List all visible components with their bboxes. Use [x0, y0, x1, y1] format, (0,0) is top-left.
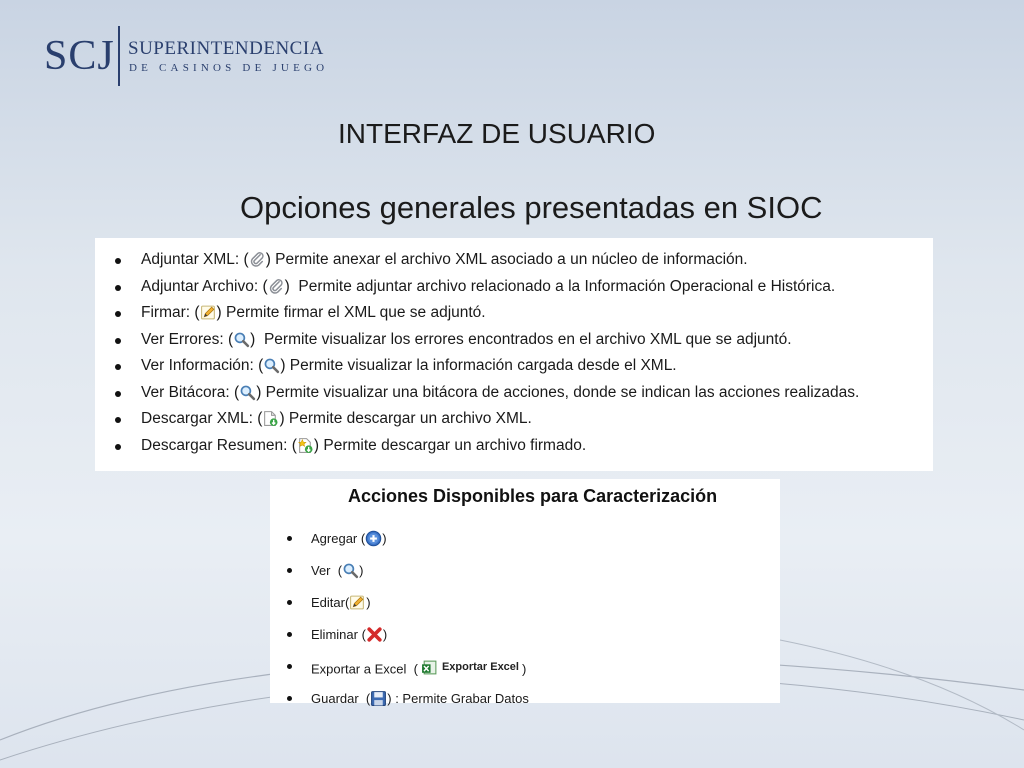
logo-mark: SCJ: [44, 33, 115, 79]
action-suffix: ): [366, 595, 371, 610]
option-item: [95, 274, 933, 301]
bullet: [115, 311, 121, 317]
option-item: [95, 327, 933, 354]
option-item: [95, 433, 933, 460]
option-item: [95, 247, 933, 274]
export-excel-button[interactable]: [418, 653, 522, 681]
action-item: [270, 685, 780, 717]
option-label: Adjuntar Archivo: (: [141, 277, 268, 295]
actions-panel-title: Acciones Disponibles para Caracterización: [348, 486, 718, 506]
action-suffix: ): [382, 627, 388, 642]
option-item: [95, 406, 933, 433]
logo-line-1: SUPERINTENDENCIA: [128, 38, 324, 59]
pencil-icon[interactable]: [200, 304, 217, 321]
action-label: Exportar a Excel (: [311, 661, 418, 677]
option-description: ) Permite visualizar los errores encontrados en el archivo XML que se adjuntó.: [250, 330, 792, 348]
excel-icon: [421, 659, 438, 676]
action-label: Guardar (: [311, 691, 371, 706]
bullet: [115, 364, 121, 370]
action-item: [270, 621, 780, 653]
general-options-panel: [95, 238, 933, 471]
action-suffix: ): [382, 531, 387, 546]
bullet: [115, 391, 121, 397]
option-item: [95, 300, 933, 327]
magnifier-icon[interactable]: [233, 331, 250, 348]
option-description: ) Permite firmar el XML que se adjuntó.: [216, 304, 486, 321]
pencil-icon[interactable]: [349, 593, 366, 610]
magnifier-icon[interactable]: [342, 561, 359, 578]
bullet: [287, 696, 292, 701]
magnifier-icon[interactable]: [263, 357, 280, 374]
option-description: ) Permite visualizar la información cargada desde el XML.: [280, 357, 677, 374]
option-label: Descargar Resumen: (: [141, 436, 297, 454]
option-description: ) Permite descargar un archivo firmado.: [313, 436, 587, 454]
export-excel-button-label: Exportar Excel: [441, 661, 519, 673]
option-label: Firmar: (: [141, 304, 200, 321]
paperclip-icon[interactable]: [268, 278, 285, 295]
action-label: Editar(: [311, 595, 350, 610]
option-item: [95, 353, 933, 380]
option-description: ) Permite adjuntar archivo relacionado a la Información Operacional e Histórica.: [284, 277, 836, 295]
action-label: Agregar (: [311, 531, 366, 546]
page-subtitle: Opciones generales presentadas en SIOC: [240, 190, 823, 225]
logo-divider: [118, 26, 120, 86]
bullet: [115, 417, 121, 423]
bullet: [287, 536, 292, 541]
paperclip-icon[interactable]: [249, 251, 266, 268]
bullet: [287, 664, 292, 669]
add-circle-icon[interactable]: [365, 529, 382, 546]
download-signed-file-icon[interactable]: [297, 437, 314, 454]
action-item: [270, 589, 780, 621]
bullet: [287, 568, 292, 573]
bullet: [115, 285, 121, 291]
floppy-disk-icon[interactable]: [370, 689, 387, 706]
option-label: Ver Errores: (: [141, 330, 234, 348]
general-options-list: [95, 238, 933, 459]
actions-list: [270, 525, 780, 717]
option-description: ) Permite visualizar una bitácora de acciones, donde se indican las acciones realizadas.: [256, 383, 860, 401]
magnifier-icon[interactable]: [239, 384, 256, 401]
action-item: [270, 525, 780, 557]
option-description: ) Permite anexar el archivo XML asociado a un núcleo de información.: [265, 251, 748, 268]
actions-panel: [270, 479, 780, 706]
bullet: [115, 258, 121, 264]
option-label: Ver Bitácora: (: [141, 383, 240, 401]
action-label: Eliminar (: [311, 627, 366, 642]
option-label: Adjuntar XML: (: [141, 251, 249, 268]
action-label: Ver (: [311, 563, 343, 578]
action-item: [270, 557, 780, 589]
option-label: Descargar XML: (: [141, 410, 263, 427]
action-item: [270, 653, 780, 685]
option-description: ) Permite descargar un archivo XML.: [279, 410, 532, 427]
option-item: [95, 380, 933, 407]
bullet: [115, 444, 121, 450]
action-suffix: ): [521, 661, 527, 677]
action-suffix: ): [359, 563, 364, 578]
page-title: INTERFAZ DE USUARIO: [338, 118, 656, 149]
bullet: [287, 600, 292, 605]
download-file-icon[interactable]: [262, 410, 279, 427]
logo-line-2: DE CASINOS DE JUEGO: [129, 62, 329, 74]
bullet: [115, 338, 121, 344]
action-suffix: ) : Permite Grabar Datos: [387, 691, 529, 706]
delete-x-icon[interactable]: [366, 625, 383, 642]
bullet: [287, 632, 292, 637]
option-label: Ver Información: (: [141, 357, 264, 374]
